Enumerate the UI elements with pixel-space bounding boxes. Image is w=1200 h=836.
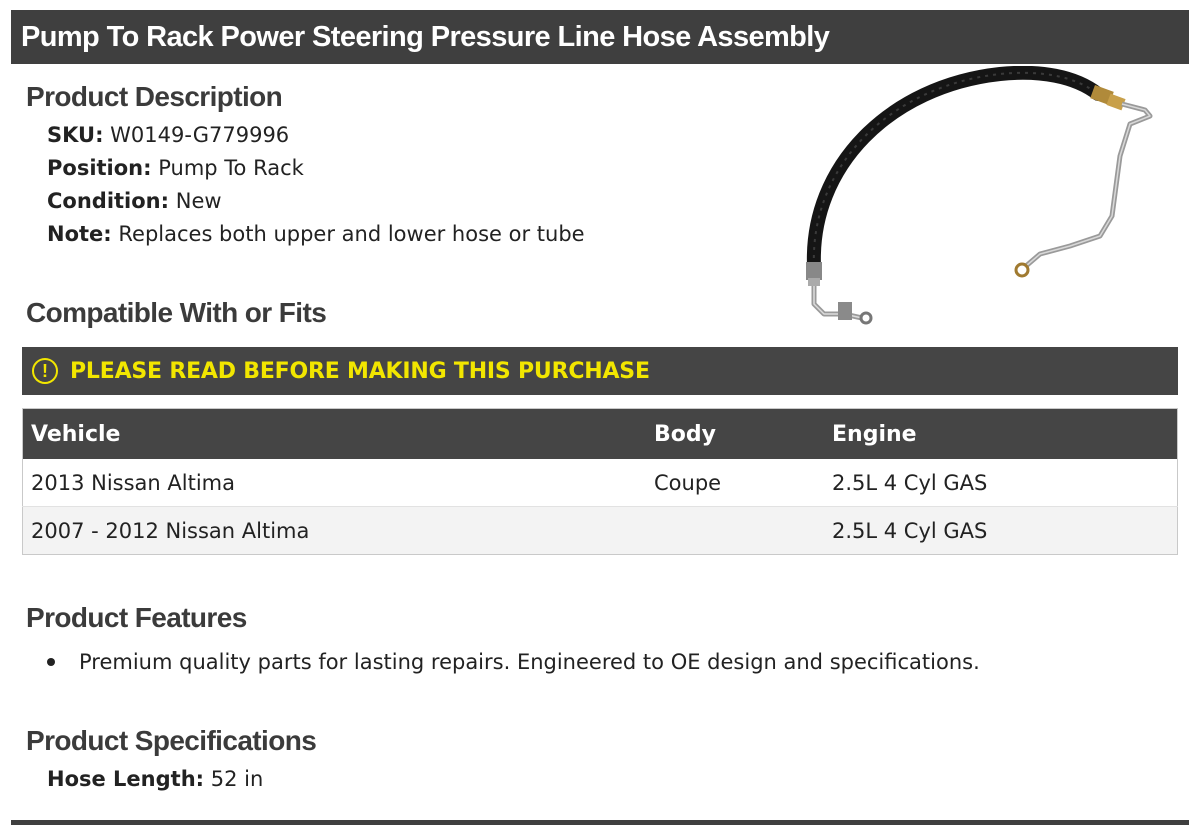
- vehicle-cell: 2013 Nissan Altima: [23, 459, 647, 507]
- hose-length-value: 52 in: [210, 767, 264, 791]
- column-header-engine: Engine: [824, 409, 1178, 460]
- fitment-table: [22, 408, 1178, 555]
- table-row: [23, 507, 1178, 555]
- power-steering-hose-image: [800, 66, 1160, 332]
- list-item: [47, 650, 980, 674]
- condition-label: Condition:: [47, 189, 170, 213]
- sku-value: W0149-G779996: [110, 123, 290, 147]
- condition-line: [47, 189, 222, 213]
- table-row: [23, 459, 1178, 507]
- sku-line: [47, 123, 289, 147]
- purchase-warning-banner: [22, 347, 1178, 395]
- purchase-warning-text: PLEASE READ BEFORE MAKING THIS PURCHASE: [70, 358, 650, 384]
- note-label: Note:: [47, 222, 112, 246]
- product-features-heading: Product Features: [26, 602, 247, 633]
- body-cell: Coupe: [646, 459, 824, 507]
- compatible-heading: Compatible With or Fits: [26, 297, 327, 328]
- hose-length-line: [47, 767, 263, 791]
- body-cell: [646, 507, 824, 555]
- condition-value: New: [175, 189, 222, 213]
- page-title-text: Pump To Rack Power Steering Pressure Line Hose Assembly: [21, 20, 830, 53]
- sku-label: SKU:: [47, 123, 104, 147]
- product-specifications-heading: Product Specifications: [26, 725, 317, 756]
- column-header-vehicle: Vehicle: [23, 409, 647, 460]
- position-line: [47, 156, 304, 180]
- bottom-divider: [11, 820, 1189, 825]
- hose-length-label: Hose Length:: [47, 767, 205, 791]
- exclamation-circle-icon: !: [32, 358, 58, 384]
- fitment-header-row: [23, 409, 1178, 460]
- engine-cell: 2.5L 4 Cyl GAS: [824, 459, 1178, 507]
- feature-text: Premium quality parts for lasting repairs. Engineered to OE design and specifications.: [79, 650, 980, 674]
- vehicle-cell: 2007 - 2012 Nissan Altima: [23, 507, 647, 555]
- engine-cell: 2.5L 4 Cyl GAS: [824, 507, 1178, 555]
- note-line: [47, 222, 585, 246]
- note-value: Replaces both upper and lower hose or tube: [118, 222, 585, 246]
- page-title: [11, 10, 1189, 64]
- position-label: Position:: [47, 156, 152, 180]
- product-description-heading: Product Description: [26, 81, 283, 112]
- column-header-body: Body: [646, 409, 824, 460]
- position-value: Pump To Rack: [158, 156, 304, 180]
- bullet-icon: [47, 658, 55, 666]
